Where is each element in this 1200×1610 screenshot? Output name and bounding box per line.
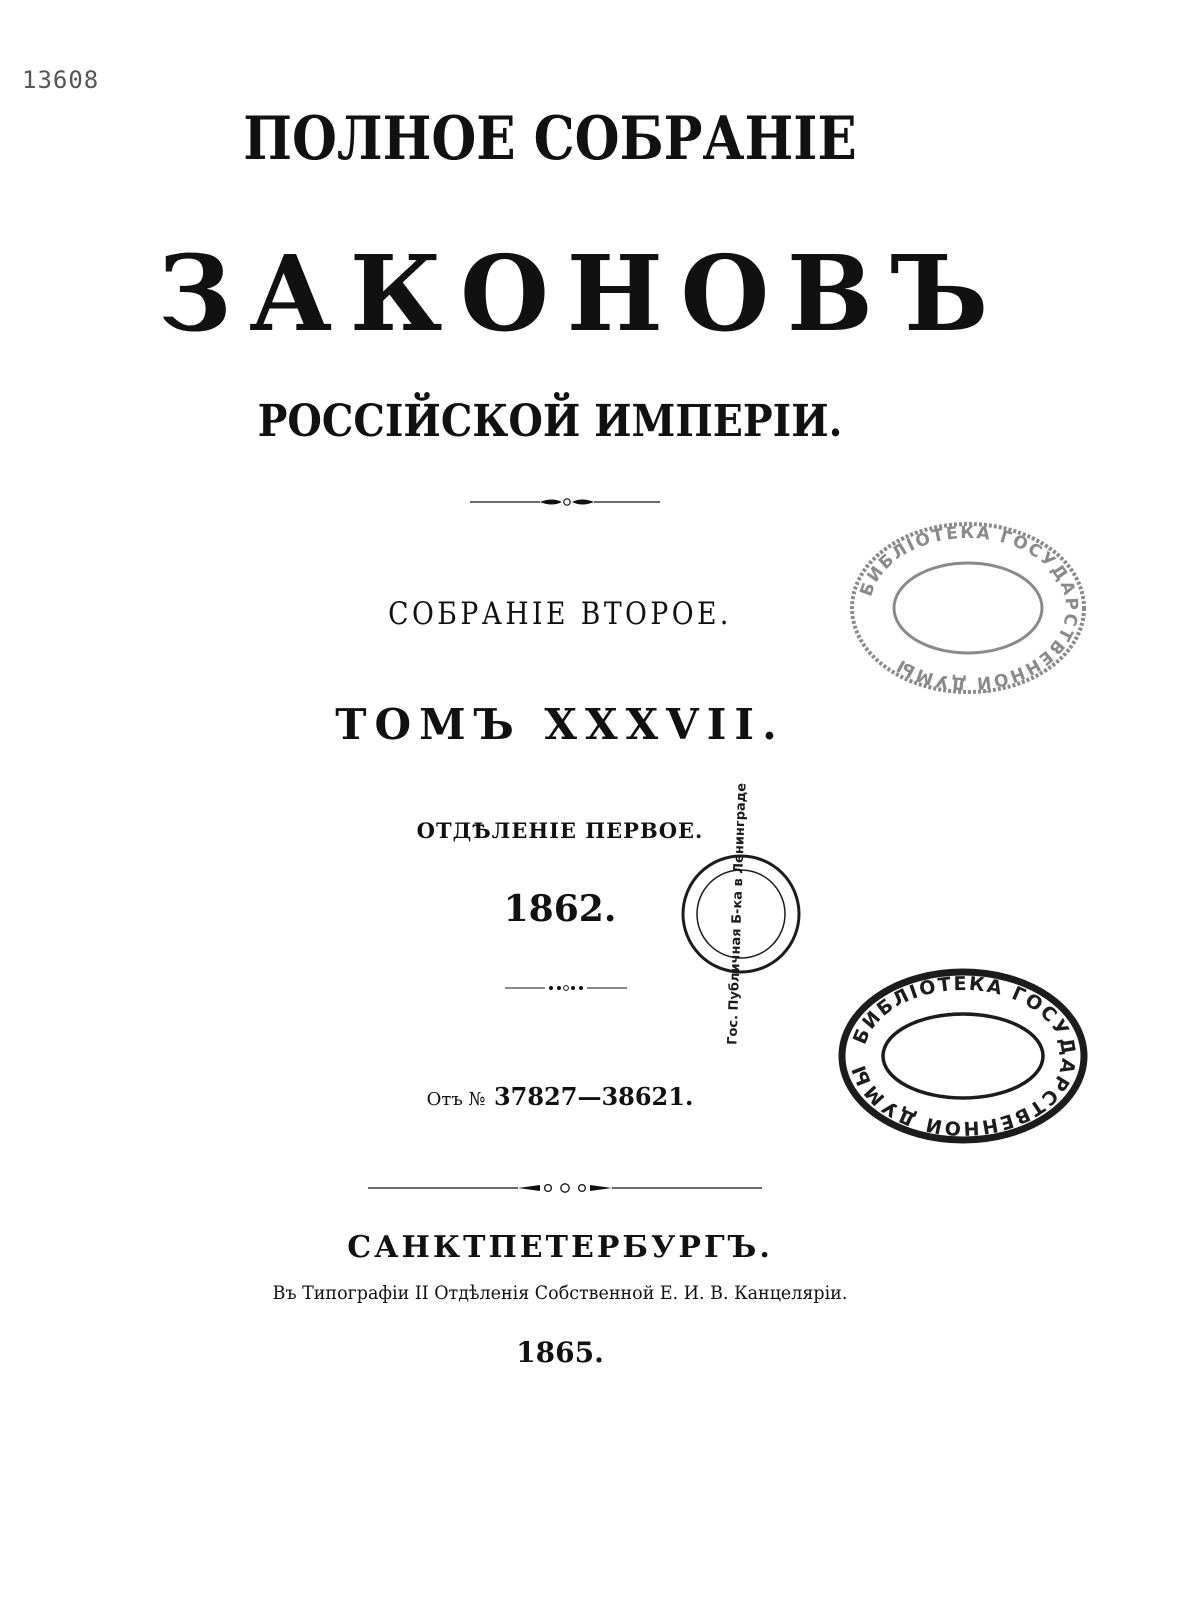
range-prefix: Отъ № xyxy=(426,1089,486,1110)
title-line-2: ЗАКОНОВЪ xyxy=(158,232,1006,355)
imprint-year: 1865. xyxy=(516,1336,604,1369)
accession-number: 13608 xyxy=(22,66,100,94)
section-label: ОТДѢЛЕНІЕ ПЕРВОЕ. xyxy=(416,818,704,843)
library-stamp-public-library xyxy=(680,782,802,1046)
ornament-divider-3 xyxy=(368,1180,762,1196)
ornament-divider-1 xyxy=(470,494,660,510)
stamp-text-public-library: Гос. Публичная Б-ка в Ленинграде xyxy=(725,782,750,1046)
title-line-1: ПОЛНОЕ СОБРАНІЕ xyxy=(243,104,857,174)
library-stamp-duma-lower xyxy=(838,968,1088,1144)
collection-label: СОБРАНІЕ ВТОРОЕ. xyxy=(388,596,732,632)
stamp-text-duma-upper: БИБЛІОТЕКА ГОСУДАРСТВЕННОЙ ДУМЫ xyxy=(856,522,1082,694)
volume-label: ТОМЪ XXXVII. xyxy=(335,700,785,749)
title-line-3: РОССІЙСКОЙ ИМПЕРІИ. xyxy=(257,396,843,447)
library-stamp-duma-upper xyxy=(848,520,1088,696)
stamp-text-duma-lower: БИБЛІОТЕКА ГОСУДАРСТВЕННОЙ ДУМЫ xyxy=(847,972,1080,1140)
imprint-printer: Въ Типографіи II Отдѣленія Собственной Е. И. В. Канцеляріи. xyxy=(272,1282,848,1304)
year-label: 1862. xyxy=(503,888,617,930)
imprint-city: САНКТПЕТЕРБУРГЪ. xyxy=(347,1230,773,1265)
ornament-divider-2 xyxy=(505,982,627,994)
range-value: 37827—38621. xyxy=(493,1082,694,1111)
law-number-range xyxy=(380,1082,740,1111)
